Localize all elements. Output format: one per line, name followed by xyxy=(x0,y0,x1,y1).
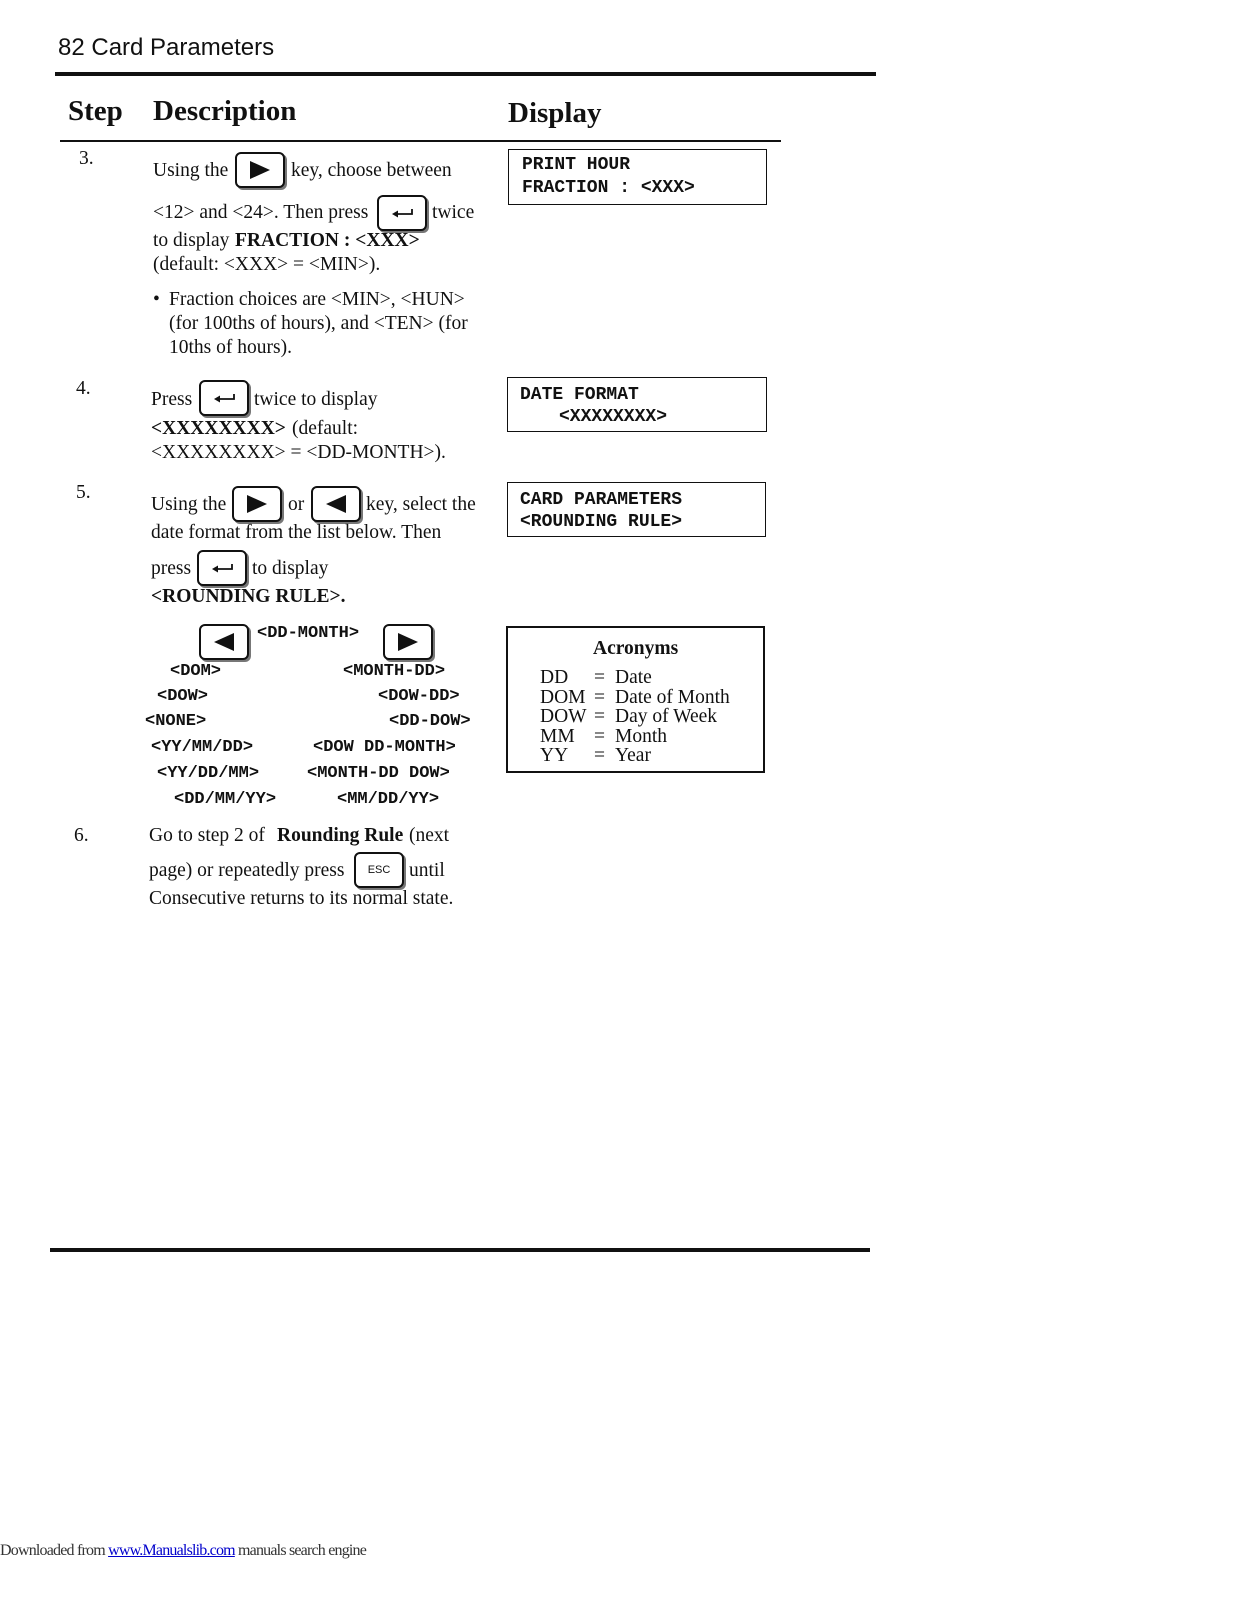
display-line: DATE FORMAT xyxy=(520,385,639,405)
acronym-equals: = xyxy=(594,706,605,727)
date-format-option: <MONTH-DD> xyxy=(343,662,446,681)
date-format-option: <DOW-DD> xyxy=(378,687,460,706)
display-box xyxy=(508,149,767,205)
column-header-rule xyxy=(60,140,781,142)
right-arrow-key-icon xyxy=(235,152,285,188)
display-line: <XXXXXXXX> xyxy=(559,407,668,427)
footer-link[interactable]: www.Manualslib.com xyxy=(108,1542,235,1559)
display-line: <ROUNDING RULE> xyxy=(520,512,683,532)
display-line: CARD PARAMETERS xyxy=(520,490,683,510)
acronym-abbr: MM xyxy=(540,726,575,747)
date-format-option: <DD/MM/YY> xyxy=(174,790,277,809)
acronym-meaning: Day of Week xyxy=(615,706,718,727)
bullet-icon: • xyxy=(153,289,160,310)
header-rule xyxy=(55,72,876,76)
footer-rule xyxy=(50,1248,870,1252)
step-text: key, select the xyxy=(366,494,476,515)
date-format-option: <DD-DOW> xyxy=(389,712,471,731)
acronym-abbr: DOW xyxy=(540,706,587,727)
step-text: (default: <XXX> = <MIN>). xyxy=(153,254,381,275)
display-box xyxy=(507,377,767,432)
enter-key-icon xyxy=(377,195,427,231)
enter-key-icon xyxy=(199,380,249,416)
date-format-option: <DD-MONTH> xyxy=(257,624,360,643)
date-format-option: <DOM> xyxy=(170,662,222,681)
step-text: or xyxy=(288,494,305,515)
acronym-equals: = xyxy=(594,726,605,747)
esc-key-label: ESC xyxy=(367,864,391,876)
acronym-abbr: YY xyxy=(540,745,569,766)
acronyms-box xyxy=(506,626,765,773)
esc-key-icon xyxy=(354,852,404,888)
step-text-bold: <XXXXXXXX> xyxy=(151,418,286,439)
right-arrow-key-icon xyxy=(383,624,433,660)
acronym-abbr: DD xyxy=(540,667,569,688)
step-text: Go to step 2 of xyxy=(149,825,265,846)
column-header-step: Step xyxy=(68,95,123,127)
acronym-meaning: Month xyxy=(615,726,668,747)
date-format-option: <MM/DD/YY> xyxy=(337,790,440,809)
step-number: 4. xyxy=(76,378,91,399)
download-footer xyxy=(0,1542,366,1560)
bullet-text: Fraction choices are <MIN>, <HUN> xyxy=(169,289,465,310)
step-text: (next xyxy=(409,825,450,846)
display-line: FRACTION : <XXX> xyxy=(522,178,695,198)
enter-key-icon xyxy=(197,550,247,586)
left-arrow-key-icon xyxy=(199,624,249,660)
step-text: Using the xyxy=(153,160,229,181)
acronym-equals: = xyxy=(594,745,605,766)
step-number: 5. xyxy=(76,482,91,503)
bullet-text: (for 100ths of hours), and <TEN> (for xyxy=(169,313,468,334)
right-arrow-key-icon xyxy=(232,486,282,522)
step-text: press xyxy=(151,558,192,579)
step-text: twice xyxy=(432,202,475,223)
step-text: (default: xyxy=(292,418,359,439)
step-text-bold: FRACTION : <XXX> xyxy=(235,230,420,251)
display-box xyxy=(507,482,766,537)
acronym-meaning: Year xyxy=(615,745,651,766)
step-text-bold: <ROUNDING RULE>. xyxy=(151,586,346,607)
page-title: 82 Card Parameters xyxy=(58,34,275,61)
step-text: Consecutive returns to its normal state. xyxy=(149,888,454,909)
date-format-option: <DOW> xyxy=(157,687,209,706)
display-line: PRINT HOUR xyxy=(522,155,631,175)
bullet-text: 10ths of hours). xyxy=(169,337,292,358)
step-text: <XXXXXXXX> = <DD-MONTH>). xyxy=(151,442,446,463)
footer-prefix: Downloaded from xyxy=(0,1542,109,1559)
footer-suffix: manuals search engine xyxy=(234,1542,367,1559)
left-arrow-key-icon xyxy=(311,486,361,522)
date-format-option: <YY/MM/DD> xyxy=(151,738,254,757)
acronym-abbr: DOM xyxy=(540,687,586,708)
acronyms-title: Acronyms xyxy=(593,638,679,659)
step-text: key, choose between xyxy=(291,160,452,181)
step-number: 3. xyxy=(79,148,94,169)
acronym-meaning: Date of Month xyxy=(615,687,730,708)
step-text: date format from the list below. Then xyxy=(151,522,442,543)
step-text-bold: Rounding Rule xyxy=(277,825,404,846)
acronym-meaning: Date xyxy=(615,667,652,688)
step-text: to display xyxy=(153,230,230,251)
date-format-option: <MONTH-DD DOW> xyxy=(307,764,450,783)
step-text: Press xyxy=(151,389,193,410)
date-format-option: <DOW DD-MONTH> xyxy=(313,738,456,757)
acronym-equals: = xyxy=(594,667,605,688)
date-format-option: <NONE> xyxy=(145,712,207,731)
column-header-display: Display xyxy=(508,97,602,129)
step-text: page) or repeatedly press xyxy=(149,860,345,881)
date-format-option: <YY/DD/MM> xyxy=(157,764,260,783)
column-header-description: Description xyxy=(153,95,297,127)
step-text: twice to display xyxy=(254,389,378,410)
step-text: Using the xyxy=(151,494,227,515)
step-text: to display xyxy=(252,558,329,579)
step-text: until xyxy=(409,860,445,881)
step-number: 6. xyxy=(74,825,89,846)
step-text: <12> and <24>. Then press xyxy=(153,202,369,223)
acronym-equals: = xyxy=(594,687,605,708)
